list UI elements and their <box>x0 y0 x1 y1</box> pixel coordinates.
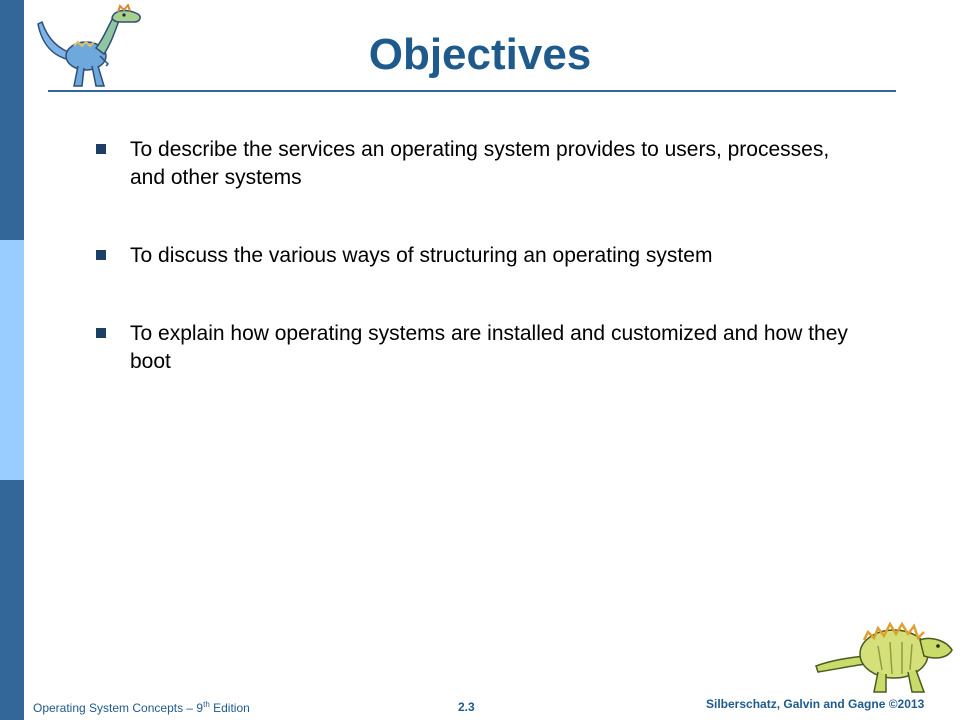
bullet-text: To describe the services an operating system provides to users, processes, and other systems <box>130 138 830 189</box>
sidebar-segment-middle <box>0 240 24 480</box>
page-number: 2.3 <box>458 700 475 714</box>
left-sidebar-bar <box>0 0 24 720</box>
footer-book-suffix: Edition <box>209 701 250 715</box>
dinosaur-icon <box>812 610 956 696</box>
title-divider <box>48 90 896 92</box>
bullet-text: To explain how operating systems are installed and customized and how they boot <box>130 322 848 373</box>
footer-book-prefix: Operating System Concepts – 9 <box>33 701 204 715</box>
sidebar-segment-bottom <box>0 480 24 720</box>
footer-book-superscript: th <box>203 700 210 709</box>
footer-book-title <box>33 700 250 715</box>
square-bullet-icon <box>96 250 106 260</box>
footer-copyright: Silberschatz, Galvin and Gagne ©2013 <box>706 697 925 711</box>
slide-title: Objectives <box>368 30 592 79</box>
bullet-text: To discuss the various ways of structuring an operating system <box>130 244 713 267</box>
square-bullet-icon <box>96 328 106 338</box>
square-bullet-icon <box>96 144 106 154</box>
